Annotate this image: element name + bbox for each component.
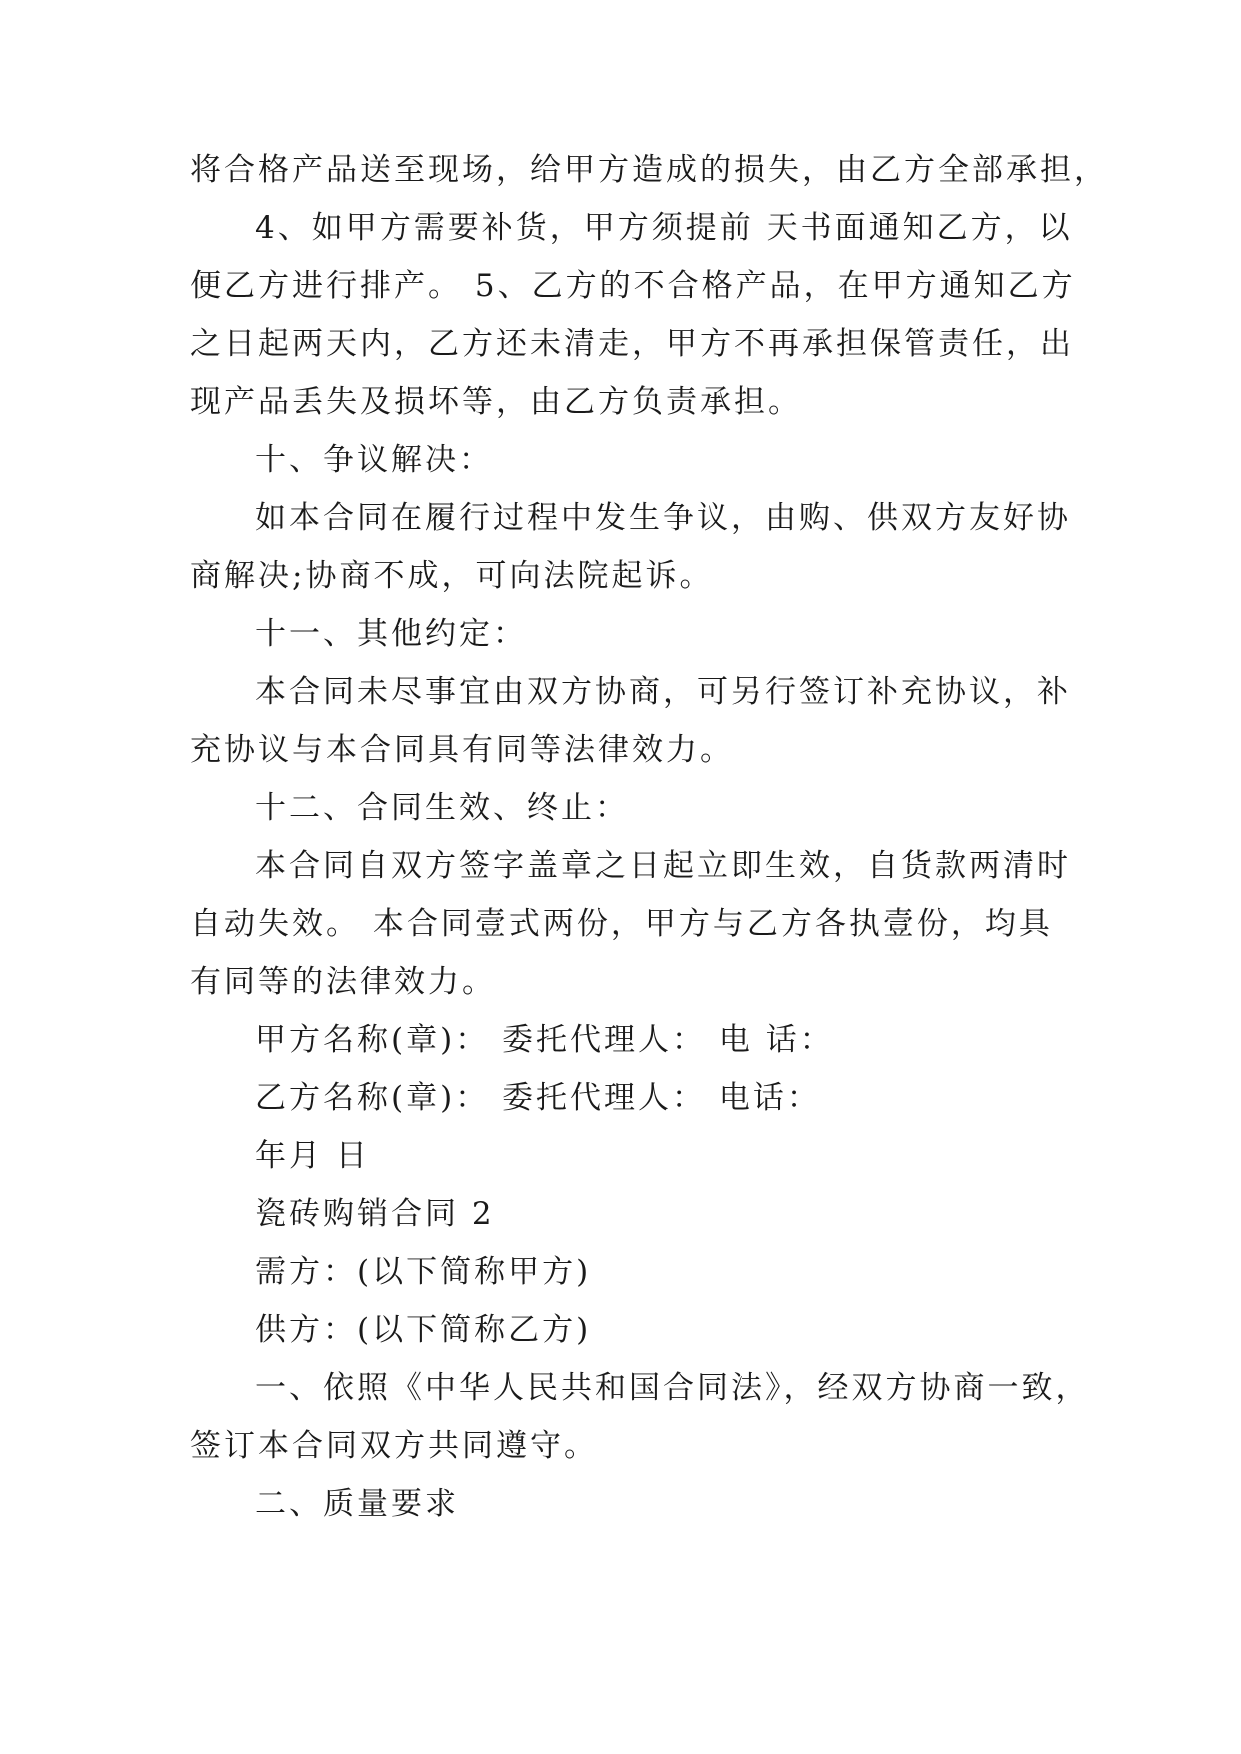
- paragraph-line: 充协议与本合同具有同等法律效力。: [190, 732, 734, 768]
- signature-line-party-b: 乙方名称(章)： 委托代理人： 电话：: [255, 1080, 821, 1116]
- section-heading: 十二、合同生效、终止：: [255, 790, 629, 826]
- signature-line-party-a: 甲方名称(章)： 委托代理人： 电 话：: [255, 1022, 834, 1058]
- section-heading: 十一、其他约定：: [255, 616, 527, 652]
- paragraph-line: 签订本合同双方共同遵守。: [190, 1428, 598, 1464]
- paragraph-line: 将合格产品送至现场，给甲方造成的损失，由乙方全部承担，: [190, 152, 1108, 188]
- paragraph-line: 商解决;协商不成，可向法院起诉。: [190, 558, 714, 594]
- buyer-line: 需方：(以下简称甲方): [255, 1254, 592, 1290]
- date-line: 年月 日: [255, 1138, 370, 1174]
- section-heading: 十、争议解决：: [255, 442, 493, 478]
- supplier-line: 供方：(以下简称乙方): [255, 1312, 592, 1348]
- paragraph-line: 本合同自双方签字盖章之日起立即生效，自货款两清时: [255, 848, 1071, 884]
- paragraph-line: 4、如甲方需要补货，甲方须提前 天书面通知乙方，以: [255, 210, 1073, 246]
- paragraph-line: 便乙方进行排产。 5、乙方的不合格产品，在甲方通知乙方: [190, 268, 1076, 304]
- section-heading: 二、质量要求: [255, 1486, 459, 1522]
- paragraph-line: 本合同未尽事宜由双方协商，可另行签订补充协议，补: [255, 674, 1071, 710]
- paragraph-line: 有同等的法律效力。: [190, 964, 496, 1000]
- contract-title: 瓷砖购销合同 2: [255, 1196, 495, 1232]
- paragraph-line: 之日起两天内，乙方还未清走，甲方不再承担保管责任，出: [190, 326, 1074, 362]
- paragraph-line: 自动失效。 本合同壹式两份，甲方与乙方各执壹份，均具: [190, 906, 1053, 942]
- paragraph-line: 如本合同在履行过程中发生争议，由购、供双方友好协: [255, 500, 1071, 536]
- paragraph-line: 一、依照《中华人民共和国合同法》，经双方协商一致，: [255, 1370, 1090, 1406]
- paragraph-line: 现产品丢失及损坏等，由乙方负责承担。: [190, 384, 802, 420]
